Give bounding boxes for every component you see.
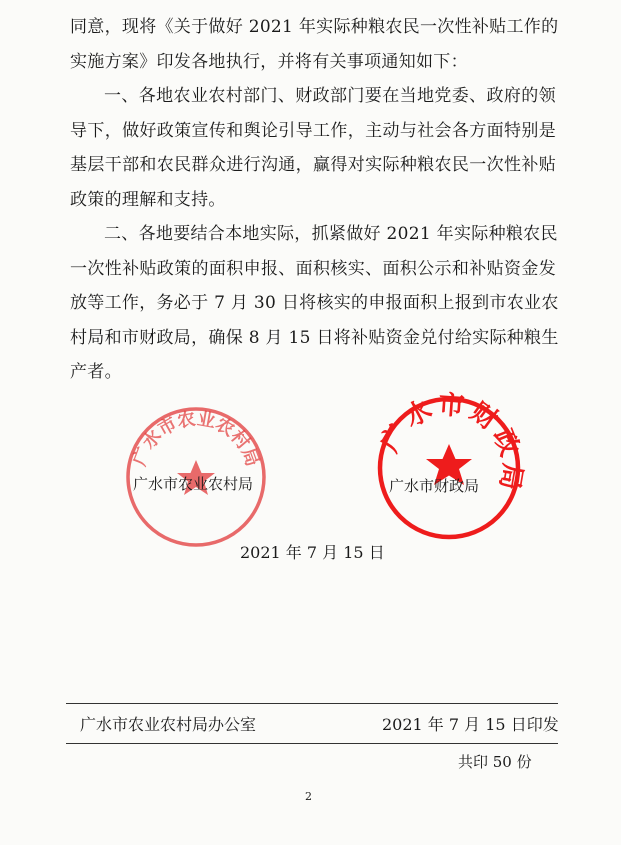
- body-line: 实施方案》印发各地执行，并将有关事项通知如下：: [70, 51, 468, 72]
- seal-ring-text: 广水市农业农村局: [129, 408, 263, 470]
- issue-date: 2021 年 7 月 15 日印发: [382, 715, 559, 734]
- issuing-office: 广水市农业农村局办公室: [80, 715, 257, 734]
- body-line: 村局和市财政局，确保 8 月 15 日将补贴资金兑付给实际种粮生: [70, 327, 559, 348]
- body-line: 政策的理解和支持。: [70, 189, 226, 210]
- body-line: 基层干部和农民群众进行沟通，赢得对实际种粮农民一次性补贴: [70, 155, 556, 175]
- body-line: 同意，现将《关于做好 2021 年实际种粮农民一次性补贴工作的: [70, 17, 559, 37]
- footer-rule-top: [66, 703, 558, 704]
- copies-count: 共印 50 份: [458, 753, 532, 771]
- finance-bureau-label: 广水市财政局: [389, 477, 480, 495]
- body-line: 放等工作，务必于 7 月 30 日将核实的申报面积上报到市农业农: [70, 293, 559, 313]
- page-number: 2: [305, 790, 312, 803]
- finance-bureau-seal: [373, 390, 528, 544]
- body-line: 一次性补贴政策的面积申报、面积核实、面积公示和补贴资金发: [70, 258, 556, 279]
- body-line: 产者。: [70, 362, 122, 382]
- svg-text:广水市农业农村局: [128, 407, 263, 469]
- body-text: [70, 10, 559, 390]
- body-line: 一、各地农业农村部门、财政部门要在当地党委、政府的领: [104, 86, 556, 106]
- seal-ring-text: 广水市财政局: [374, 390, 528, 496]
- body-line: 导下，做好政策宣传和舆论引导工作，主动与社会各方面特别是: [70, 120, 556, 141]
- footer-rule-bottom: [66, 743, 558, 744]
- document-date: 2021 年 7 月 15 日: [240, 543, 385, 562]
- body-line: 二、各地要结合本地实际，抓紧做好 2021 年实际种粮农民: [104, 224, 558, 244]
- seal-graphic: [373, 390, 528, 544]
- agri-bureau-label: 广水市农业农村局: [133, 475, 254, 493]
